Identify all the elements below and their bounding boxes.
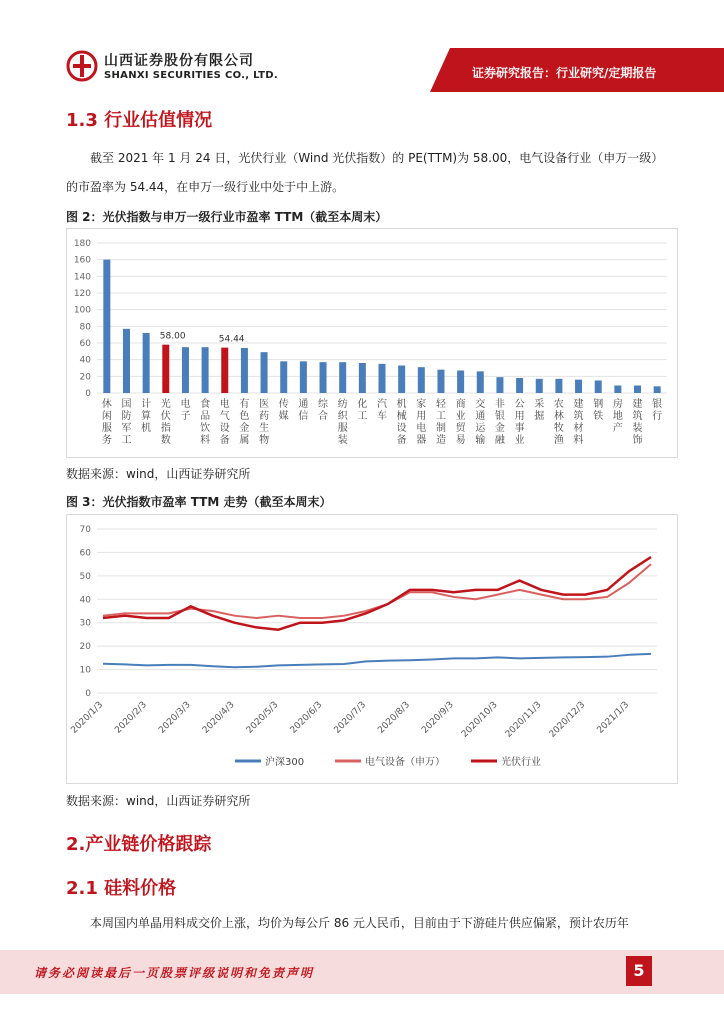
- bar-mark: [280, 361, 287, 393]
- series-line: [103, 654, 651, 667]
- bar-y-tick-label: 80: [79, 322, 91, 333]
- figure-3-title: 图 3：光伏指数市盈率 TTM 走势（截至本周末）: [66, 495, 332, 509]
- bar-mark: [123, 329, 130, 393]
- bar-mark: [496, 377, 503, 393]
- bar-mark: [457, 371, 464, 394]
- line-x-tick-label: 2020/12/3: [547, 700, 588, 740]
- bar-x-tick-label: 通信: [298, 399, 309, 422]
- bar-y-tick-label: 140: [73, 272, 91, 283]
- line-x-tick-label: 2020/11/3: [503, 700, 544, 740]
- bar-mark: [143, 333, 150, 393]
- line-x-tick-label: 2020/1/3: [69, 700, 106, 736]
- figure-2-title: 图 2：光伏指数与申万一级行业市盈率 TTM（截至本周末）: [66, 210, 388, 224]
- line-x-tick-label: 2021/1/3: [595, 700, 632, 736]
- paragraph-line-1: 截至 2021 年 1 月 24 日，光伏行业（Wind 光伏指数）的 PE(TTM)为 58.00，电气设备行业（申万一级）: [90, 151, 664, 165]
- bar-y-tick-label: 180: [73, 239, 91, 249]
- bar-x-tick-label: 房地产: [612, 399, 623, 434]
- bar-x-tick-label: 建筑材料: [573, 399, 584, 446]
- bar-x-tick-label: 光伏指数: [160, 399, 171, 446]
- line-x-tick-label: 2020/7/3: [332, 700, 369, 736]
- series-line: [103, 557, 651, 630]
- bar-mark: [437, 370, 444, 393]
- bar-x-tick-label: 交通运输: [475, 399, 486, 446]
- bar-data-label: 58.00: [159, 331, 186, 342]
- bar-mark: [300, 361, 307, 393]
- bar-x-tick-label: 机械设备: [396, 399, 407, 446]
- bar-mark: [162, 345, 169, 393]
- bar-mark: [634, 386, 641, 394]
- bar-x-tick-label: 商业贸易: [455, 399, 466, 446]
- bar-mark: [477, 371, 484, 393]
- line-x-tick-label: 2020/4/3: [200, 700, 237, 736]
- legend-label: 电气设备（申万）: [365, 757, 445, 768]
- bar-x-tick-label: 银行: [652, 399, 663, 422]
- figure-3-source: 数据来源：wind，山西证券研究所: [66, 794, 251, 808]
- report-type-label: 证券研究报告：行业研究/定期报告: [472, 66, 657, 80]
- bar-x-tick-label: 医药生物: [259, 399, 270, 446]
- bar-x-tick-label: 电子: [180, 399, 191, 422]
- bar-mark: [359, 363, 366, 393]
- figure-2-source: 数据来源：wind，山西证券研究所: [66, 467, 251, 481]
- footer-disclaimer: 请务必阅读最后一页股票评级说明和免责声明: [34, 966, 315, 980]
- bar-mark: [379, 364, 386, 393]
- bar-chart-svg: [67, 229, 677, 457]
- bar-x-tick-label: 农林牧渔: [553, 399, 564, 446]
- line-x-tick-label: 2020/3/3: [157, 700, 193, 736]
- line-x-tick-label: 2020/9/3: [420, 700, 456, 736]
- line-x-tick-label: 2020/5/3: [244, 700, 281, 736]
- paragraph-silicon: 本周国内单晶用料成交价上涨，均价为每公斤 86 元人民币，目前由于下游硅片供应偏紧，预计农历年: [90, 916, 629, 930]
- company-logo-icon: [66, 50, 98, 82]
- line-x-tick-label: 2020/10/3: [459, 700, 500, 740]
- bar-mark: [241, 348, 248, 393]
- bar-x-tick-label: 食品饮料: [200, 399, 211, 446]
- bar-y-tick-label: 100: [73, 305, 91, 316]
- section-heading-1-3: 1.3 行业估值情况: [66, 110, 213, 131]
- bar-y-tick-label: 120: [73, 289, 91, 299]
- bar-x-tick-label: 纺织服装: [337, 399, 348, 446]
- line-y-tick-label: 20: [79, 642, 91, 653]
- bar-y-tick-label: 160: [73, 255, 91, 266]
- bar-mark: [614, 386, 621, 394]
- legend-label: 沪深300: [265, 757, 305, 768]
- bar-mark: [398, 366, 405, 394]
- bar-x-tick-label: 轻工制造: [435, 399, 446, 446]
- bar-x-tick-label: 传媒: [278, 399, 289, 422]
- bar-mark: [339, 362, 346, 393]
- bar-y-tick-label: 0: [85, 389, 91, 399]
- bar-x-tick-label: 计算机: [141, 399, 152, 434]
- line-y-tick-label: 40: [79, 595, 91, 606]
- bar-x-tick-label: 钢铁: [593, 399, 604, 422]
- bar-y-tick-label: 40: [79, 355, 91, 366]
- line-chart-svg: [67, 515, 677, 783]
- bar-x-tick-label: 采掘: [534, 399, 545, 422]
- bar-x-tick-label: 家用电器: [416, 399, 427, 446]
- page-header: [0, 0, 724, 92]
- bar-mark: [654, 386, 661, 393]
- bar-x-tick-label: 化工: [357, 399, 368, 422]
- bar-x-tick-label: 国防军工: [121, 399, 132, 446]
- bar-x-tick-label: 休闲服务: [101, 399, 112, 446]
- bar-mark: [555, 379, 562, 393]
- company-name-cn: 山西证券股份有限公司: [104, 53, 254, 69]
- bar-mark: [221, 348, 228, 393]
- line-y-tick-label: 60: [79, 548, 91, 559]
- bar-x-tick-label: 建筑装饰: [632, 399, 643, 446]
- bar-y-tick-label: 60: [79, 339, 91, 349]
- figure-3-chart: [66, 514, 678, 784]
- line-x-tick-label: 2020/2/3: [113, 700, 149, 736]
- bar-x-tick-label: 公用事业: [514, 399, 525, 446]
- legend-label: 光伏行业: [501, 757, 541, 768]
- bar-mark: [418, 367, 425, 393]
- figure-2-chart: [66, 228, 678, 458]
- bar-mark: [103, 260, 110, 393]
- bar-mark: [595, 381, 602, 394]
- line-y-tick-label: 70: [79, 525, 91, 535]
- bar-mark: [261, 352, 268, 393]
- bar-x-tick-label: 综合: [318, 399, 329, 422]
- bar-mark: [202, 347, 209, 393]
- section-heading-2: 2.产业链价格跟踪: [66, 834, 212, 855]
- bar-mark: [536, 379, 543, 393]
- line-x-tick-label: 2020/6/3: [288, 700, 325, 736]
- bar-mark: [516, 378, 523, 393]
- bar-y-tick-label: 20: [79, 372, 91, 383]
- bar-data-label: 54.44: [218, 334, 245, 345]
- section-heading-2-1: 2.1 硅料价格: [66, 878, 177, 899]
- line-y-tick-label: 30: [79, 618, 91, 629]
- paragraph-line-2: 的市盈率为 54.44，在申万一级行业中处于中上游。: [66, 180, 345, 194]
- bar-mark: [182, 347, 189, 393]
- line-y-tick-label: 50: [79, 571, 91, 582]
- bar-x-tick-label: 非银金融: [494, 399, 505, 446]
- bar-mark: [320, 362, 327, 393]
- page-number: 5: [626, 956, 652, 986]
- bar-mark: [575, 380, 582, 393]
- line-y-tick-label: 10: [79, 665, 91, 676]
- company-name-en: SHANXI SECURITIES CO., LTD.: [104, 70, 278, 81]
- line-x-tick-label: 2020/8/3: [376, 700, 413, 736]
- bar-x-tick-label: 电气设备: [219, 399, 230, 446]
- bar-x-tick-label: 有色金属: [239, 399, 250, 446]
- line-y-tick-label: 0: [85, 689, 91, 699]
- bar-x-tick-label: 汽车: [377, 399, 387, 422]
